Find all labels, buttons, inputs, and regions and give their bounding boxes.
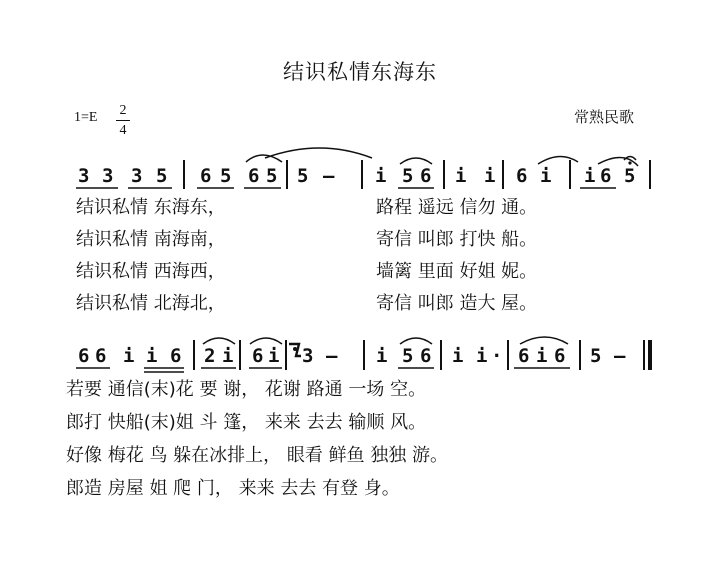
lyric-line-5: 若要 通信(末)花 要 谢， 花谢 路通 一场 空。 [66,379,427,400]
note: 5 [590,345,602,367]
note: 3 [102,165,114,187]
note: 5 [402,345,414,367]
note: — [326,345,338,367]
note: 3 [78,165,90,187]
note: i [375,165,387,187]
note: 5 [220,165,232,187]
note: 6 [554,345,566,367]
note: i [222,345,234,367]
note: 3 [302,345,314,367]
notation-system-1 [76,148,650,189]
note: 5 [624,165,636,187]
note: — [323,165,335,187]
time-sig-top: 2 [119,103,127,118]
note: 5 [156,165,168,187]
note: i [268,345,280,367]
note: 6 [420,165,432,187]
lyric-line-6: 郎打 快船(末)姐 斗 篷， 来来 去去 输顺 风。 [66,412,427,433]
note: 5 [266,165,278,187]
note: 6 [420,345,432,367]
note: 6 [95,345,107,367]
note: 6 [248,165,260,187]
note: i [455,165,467,187]
lyric-line-3b: 墙篱 里面 好姐 妮。 [376,261,538,282]
lyric-line-8: 郎造 房屋 姐 爬 门， 来来 去去 有登 身。 [66,478,400,499]
lyric-line-2a: 结识私情 南海南， [76,229,226,250]
note: i [123,345,135,367]
note: 6 [252,345,264,367]
notation-system-2 [76,337,650,372]
note: 5 [402,165,414,187]
lyric-line-1a: 结识私情 东海东， [76,197,226,218]
note: i [376,345,388,367]
note: 6 [518,345,530,367]
note: i [146,345,158,367]
lyric-line-1b: 路程 遥远 信勿 通。 [376,197,538,218]
note: i [540,165,552,187]
note: 5 [297,165,309,187]
note: i [452,345,464,367]
note: 6 [170,345,182,367]
note: 6 [200,165,212,187]
lyric-line-7: 好像 梅花 鸟 躲在冰排上， 眼看 鲜鱼 独独 游。 [66,445,449,466]
note: i [584,165,596,187]
note: 3 [131,165,143,187]
lyric-line-4b: 寄信 叫郎 造大 屋。 [376,293,538,314]
note: 6 [78,345,90,367]
key-signature: 1=E [74,110,98,125]
note: — [614,345,626,367]
note: 6 [516,165,528,187]
breath-mark-icon [289,344,301,356]
note: 6 [600,165,612,187]
time-sig-bottom: 4 [119,123,127,138]
note: i [476,345,488,367]
note: i [536,345,548,367]
note: i [484,165,496,187]
lyric-line-3a: 结识私情 西海西， [76,261,226,282]
song-source: 常熟民歌 [574,108,635,126]
lyric-line-2b: 寄信 叫郎 打快 船。 [376,229,538,250]
note: 2 [204,345,216,367]
lyric-line-4a: 结识私情 北海北， [76,293,226,314]
song-title: 结识私情东海东 [283,60,437,84]
note: · [491,345,503,367]
